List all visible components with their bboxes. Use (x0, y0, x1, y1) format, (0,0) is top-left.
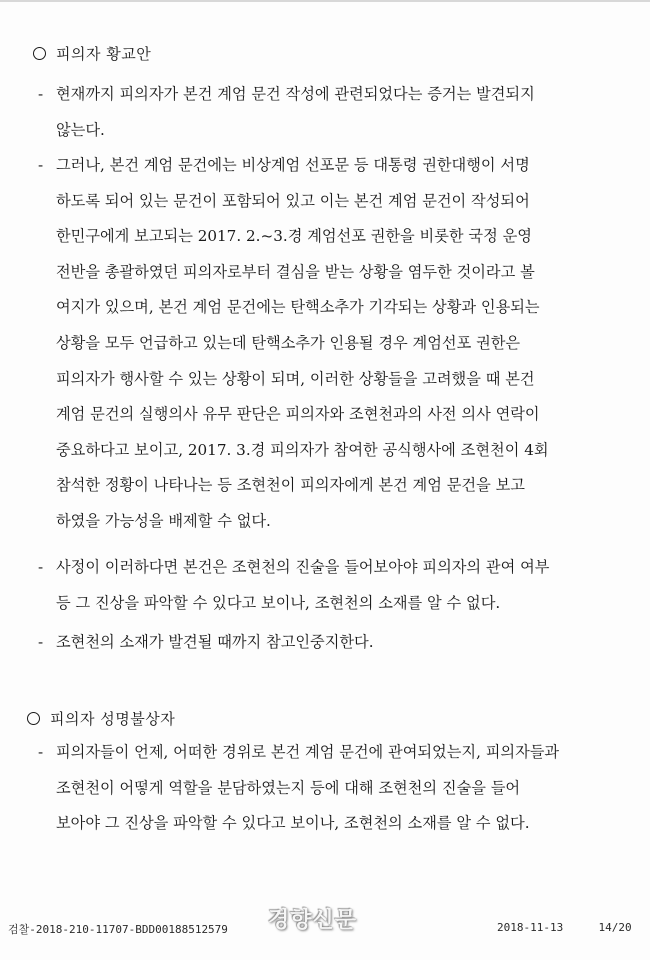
bullet-1-3: - 사정이 이러하다면 본건은 조현천의 진술을 들어보아야 피의자의 관여 여부 등 그 진상을 파악할 수 있다고 보이나, 조현천의 소재를 알 수 없다. (38, 550, 549, 621)
footer-date: 2018-11-13 (497, 921, 564, 934)
newspaper-watermark: 경향신문 (268, 908, 358, 933)
dash-icon: - (38, 558, 44, 576)
dash-icon: - (38, 85, 44, 103)
section-heading-1: 피의자 황교안 (33, 43, 151, 64)
circle-bullet-icon (33, 47, 46, 60)
footer-page-number: 14/20 (598, 921, 632, 934)
bullet-2-1: - 피의자들이 언제, 어떠한 경위로 본건 계엄 문건에 관여되었는지, 피의자들과 조현천이 어떻게 역할을 분담하였는지 등에 대해 조현천의 진술을 들어 보아야 그 진상을 파악할 수 있다고 보이나, 조현천의 소재를 알 수 없다. (38, 735, 559, 842)
scan-edge (0, 0, 650, 2)
footer-date-page (497, 921, 632, 934)
bullet-1-2: - 그러나, 본건 계엄 문건에는 비상계엄 선포문 등 대통령 권한대행이 서명 하도록 되어 있는 문건이 포함되어 있고 이는 본건 계엄 문건이 작성되어 한민구에게 보고되는 2017. 2.~3.경 계엄선포 권한을 비롯한 국정 운영 전반을 총괄하였던 피의자로부터 결심을 받는 상황을 염두한 것이라고 볼 여지가 있으며, 본건 계엄 문건에는 탄핵소추가 기각되는 상황과 인용되는 상황을 모두 언급하고 있는데 탄핵소추가 인용될 경우 계엄선포 권한은 피의자가 행사할 수 있는 상황이 되며, 이러한 상황들을 고려했을 때 본건 계엄 문건의 실행의사 유무 판단은 피의자와 조현천과의 사전 의사 연락이 중요하다고 보이고, 2017. 3.경 피의자가 참여한 공식행사에 조현천이 4회 참석한 정황이 나타나는 등 조현천이 피의자에게 본건 계엄 문건을 보고 하였을 가능성을 배제할 수 없다. (38, 148, 549, 540)
footer-doc-id: 검찰-2018-210-11707-BDD00188512579 (8, 923, 228, 936)
circle-bullet-icon (27, 712, 40, 725)
dash-icon: - (38, 633, 44, 651)
dash-icon: - (38, 743, 44, 761)
bullet-1-4: - 조현천의 소재가 발견될 때까지 참고인중지한다. (38, 625, 374, 661)
section-heading-2: 피의자 성명불상자 (27, 708, 175, 729)
dash-icon: - (38, 156, 44, 174)
bullet-1-1: - 현재까지 피의자가 본건 계엄 문건 작성에 관련되었다는 증거는 발견되지 않는다. (38, 77, 535, 148)
